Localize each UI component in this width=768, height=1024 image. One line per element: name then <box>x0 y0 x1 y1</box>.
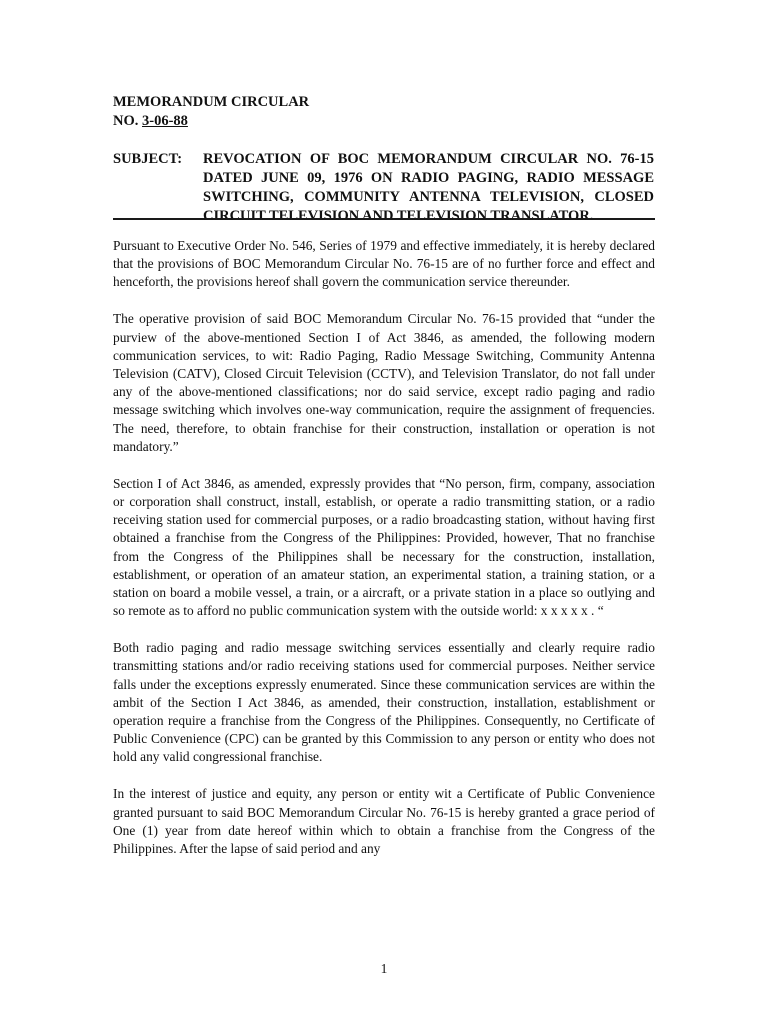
subject-text: REVOCATION OF BOC MEMORANDUM CIRCULAR NO. 76-15 DATED JUNE 09, 1976 ON RADIO PAGING, RADIO MESSAGE SWITCHING, COMMUNITY ANTENNA TELEVISION, CLOSED CIRCUIT TELEVISION AND TELEVISION TRANSLATOR. <box>203 151 654 224</box>
paragraph-3: Section I of Act 3846, as amended, expressly provides that “No person, firm, company, association or corporation shall construct, install, establish, or operate a radio transmitting station, or a radio receiving station used for commercial purposes, or a radio broadcasting station, without having first obtained a franchise from the Congress of the Philippines: Provided, however, That no franchise from the Congress of the Philippines shall be necessary for the construction, installation, establishment, or operation of an amateur station, an experimental station, a training station, or a station on board a mobile vessel, a train, or a aircraft, or a private station in a place so outlying and so remote as to afford no public communication system with the outside world: x x x x x . “ <box>113 475 655 619</box>
heading-title: MEMORANDUM CIRCULAR <box>113 94 310 110</box>
paragraph-4: Both radio paging and radio message switching services essentially and clearly require radio transmitting stations and/or radio receiving stations used for commercial purposes. Neither service falls under the exceptions expressly enumerated. Since these communication services are within the ambit of the Section I Act 3846, as amended, their construction, installation, establishment or operation require a franchise from the Congress of the Philippines. Consequently, no Certificate of Public Convenience (CPC) can be granted by this Commission to any person or entity who does not hold any valid congressional franchise. <box>113 640 655 765</box>
paragraph-5: In the interest of justice and equity, any person or entity wit a Certificate of Public Convenience granted pursuant to said BOC Memorandum Circular No. 76-15 is hereby granted a grace period of One (1) year from date hereof within which to obtain a franchise from the Congress of the Philippines. After the lapse of said period and any <box>113 786 655 857</box>
subject-label: SUBJECT: <box>113 151 183 167</box>
paragraph-2: The operative provision of said BOC Memorandum Circular No. 76-15 provided that “under the purview of the above-mentioned Section I of Act 3846, as amended, the following modern communication services, to wit: Radio Paging, Radio Message Switching, Community Antenna Television (CATV), Closed Circuit Television (CCTV), and Television Translator, do not fall under any of the above-mentioned classifications; nor do said service, except radio paging and radio message switching which involves one-way communication, require the assignment of frequencies. The need, therefore, to obtain franchise for their construction, installation or operation is not mandatory.” <box>113 311 655 454</box>
circular-number-prefix: NO. <box>113 113 142 129</box>
page-number: 1 <box>380 961 388 976</box>
subject-block <box>113 150 654 226</box>
subject-divider <box>113 218 655 220</box>
circular-number-line <box>113 112 658 131</box>
paragraph-1: Pursuant to Executive Order No. 546, Series of 1979 and effective immediately, it is hereby declared that the provisions of BOC Memorandum Circular No. 76-15 are of no further force and effect and henceforth, the provisions hereof shall govern the communication service thereunder. <box>113 238 655 290</box>
circular-heading <box>113 93 658 131</box>
body-text <box>113 237 655 858</box>
circular-number: 3-06-88 <box>142 113 188 129</box>
